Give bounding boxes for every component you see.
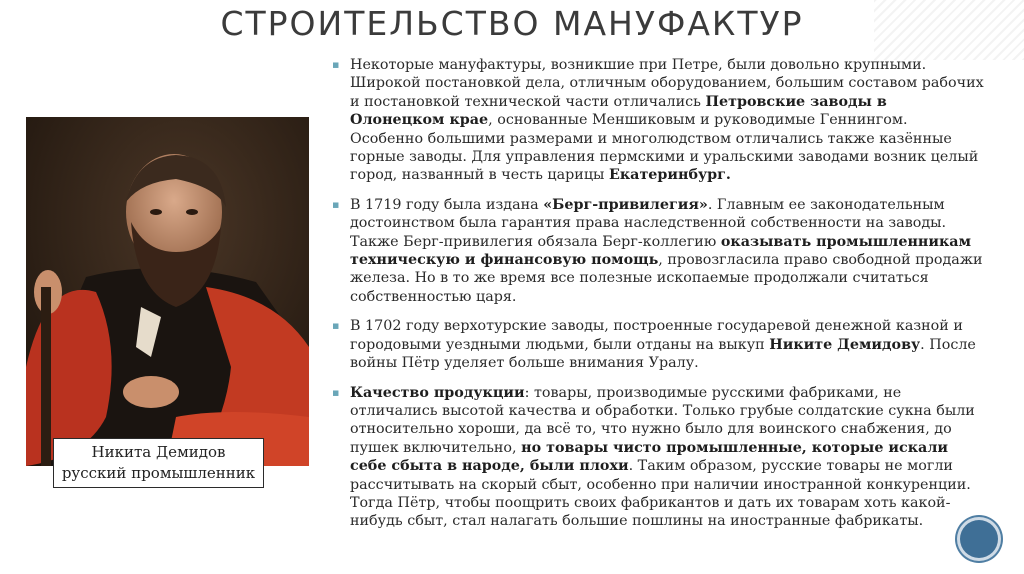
bullet-text: , провозгласила право свободной продажи железа. Но в то же время все полезные ископаемые продолжали считаться собственностью царя.: [350, 252, 983, 305]
bullet-item: [332, 317, 984, 372]
bullet-text-bold: Петровские заводы в Олонецком крае: [350, 93, 887, 129]
bullet-list: [332, 56, 984, 542]
portrait-image: [26, 117, 309, 466]
bullet-text: . После войны Пётр уделяет больше внимания Уралу.: [350, 336, 976, 372]
slide-title: СТРОИТЕЛЬСТВО МАНУФАКТУР: [220, 4, 804, 43]
bullet-marker-icon: ▪: [332, 58, 340, 71]
bullet-text-bold: оказывать промышленникам техническую и финансовую помощь: [350, 233, 971, 269]
bullet-marker-icon: ▪: [332, 319, 340, 333]
bullet-text: Некоторые мануфактуры, возникшие при Петре, были довольно крупными. Широкой постановкой дела, отличным оборудованием, большим составом рабочих и постановкой технической части отличались: [350, 57, 984, 110]
bullet-item: [332, 196, 984, 306]
portrait-painting-icon: [26, 117, 309, 466]
bullet-text: В 1702 году верхотурские заводы, построенные государевой денежной казной и городовыми уездными людьми, были отданы на выкуп: [350, 318, 963, 353]
bullet-marker-icon: ▪: [332, 385, 340, 399]
portrait-caption: [53, 438, 264, 488]
bullet-text-bold: Никите Демидову: [769, 336, 921, 353]
bullet-text: : товары, производимые русскими фабриками, не отличались высотой качества и обработки. Только грубые солдатские сукна были относительно хороши, да всё то, что нужно было для воинского снабжения, до пушек включительно,: [350, 384, 975, 456]
bullet-text: В 1719 году была издана: [350, 196, 544, 213]
bullet-item: [332, 56, 984, 185]
bullet-marker-icon: ▪: [332, 197, 340, 211]
bullet-text-bold: но товары чисто промышленные, которые искали себе сбыта в народе, были плохи: [350, 439, 949, 475]
caption-role: русский промышленник: [61, 464, 256, 482]
bullet-text: . Таким образом, русские товары не могли рассчитывать на скорый сбыт, особенно при наличии иностранной конкуренции. Тогда Пётр, чтобы поощрить своих фабрикантов и дать их товарам хоть какой-нибудь сбыт, стал налагать большие пошлины на иностранные фабрикаты.: [350, 458, 971, 530]
bullet-text: . Главным ее законодательным достоинством была гарантия права наследственной собственности на заводы. Также Берг-привилегия обязала Берг-коллегию: [350, 196, 947, 250]
caption-name: Никита Демидов: [91, 443, 226, 461]
bullet-text: , основанные Меншиковым и руководимые Геннингом. Особенно большими размерами и многолюдством отличались также казённые горные заводы. Для управления пермскими и уральскими заводами возник целый город, названный в честь царицы: [350, 112, 979, 184]
bullet-text-bold: Екатеринбург.: [608, 167, 731, 184]
bullet-text-bold: «Берг-привилегия»: [543, 196, 708, 213]
bullet-item: [332, 384, 984, 531]
bullet-text-bold: Качество продукции: [350, 384, 525, 401]
next-slide-icon[interactable]: [960, 520, 998, 558]
